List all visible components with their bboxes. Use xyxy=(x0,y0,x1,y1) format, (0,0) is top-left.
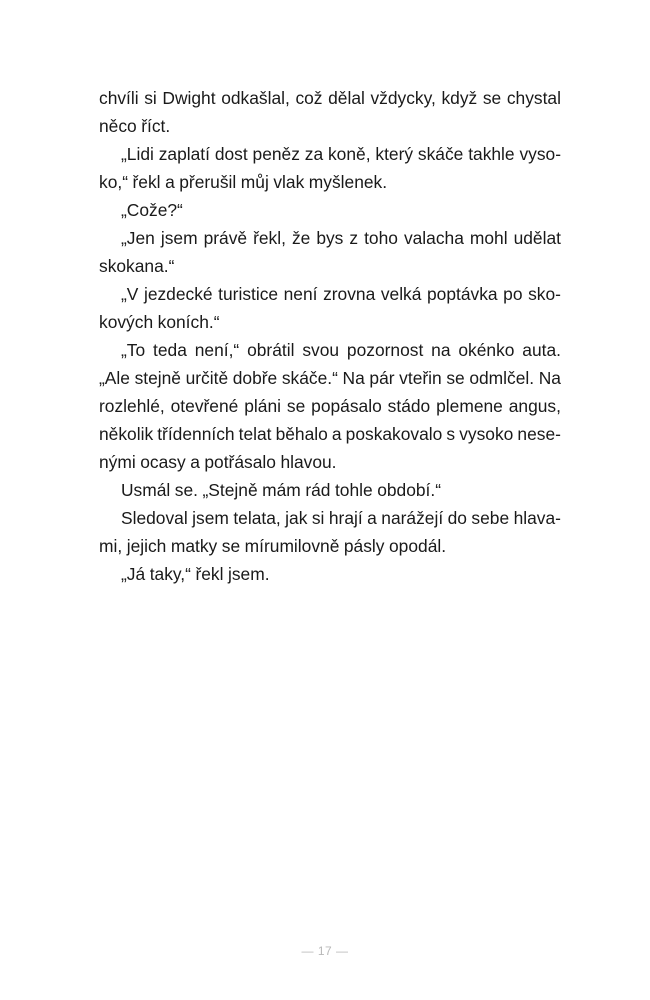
text-line: „Já taky,“ řekl jsem. xyxy=(121,564,270,584)
body-text xyxy=(99,84,561,588)
text-line: Usmál se. „Stejně mám rád tohle období.“ xyxy=(121,480,442,500)
text-line: chvíli si Dwight odkašlal, což dělal vždycky, když se chystal xyxy=(99,88,561,108)
text-line: kových koních.“ xyxy=(99,312,220,332)
text-line: ko,“ řekl a přerušil můj vlak myšlenek. xyxy=(99,172,388,192)
text-line: „Cože?“ xyxy=(121,200,183,220)
text-line: několik třídenních telat běhalo a poskakovalo s vysoko nese- xyxy=(99,424,561,444)
text-line: Sledoval jsem telata, jak si hrají a narážejí do sebe hlava- xyxy=(121,508,561,528)
text-line: mi, jejich matky se mírumilovně pásly opodál. xyxy=(99,536,447,556)
text-line: nými ocasy a potřásalo hlavou. xyxy=(99,452,337,472)
text-line: „To teda není,“ obrátil svou pozornost na okénko auta. xyxy=(121,340,561,360)
text-line: něco říct. xyxy=(99,116,171,136)
text-line: „Lidi zaplatí dost peněz za koně, který skáče takhle vyso- xyxy=(121,144,561,164)
text-line: „Ale stejně určitě dobře skáče.“ Na pár vteřin se odmlčel. Na xyxy=(99,368,561,388)
text-line: „Jen jsem právě řekl, že bys z toho valacha mohl udělat xyxy=(121,228,561,248)
text-line: „V jezdecké turistice není zrovna velká poptávka po sko- xyxy=(121,284,561,304)
page-number: — 17 — xyxy=(301,944,349,958)
text-line: skokana.“ xyxy=(99,256,175,276)
text-line: rozlehlé, otevřené pláni se popásalo stádo plemene angus, xyxy=(99,396,561,416)
